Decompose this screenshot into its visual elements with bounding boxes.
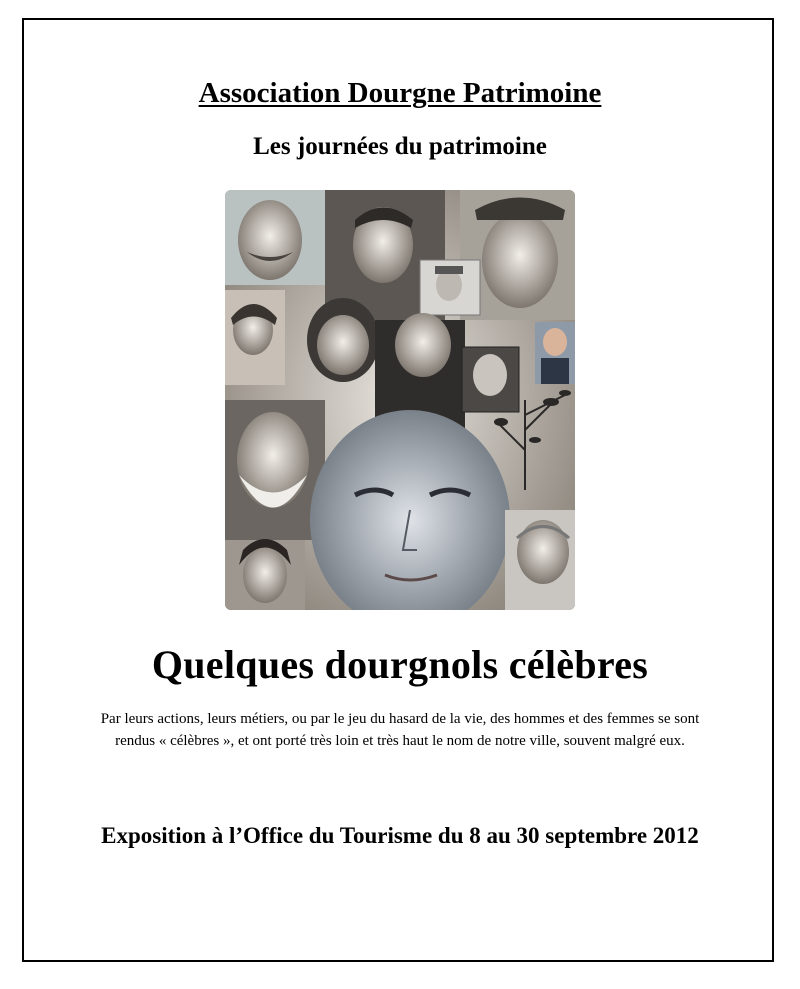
exhibition-title: Quelques dourgnols célèbres	[151, 642, 649, 687]
exhibition-dates: Exposition à l’Office du Tourisme du 8 au 30 septembre 2012	[101, 823, 699, 848]
event-subtitle: Les journées du patrimoine	[253, 133, 547, 160]
organization-name: Association Dourgne Patrimoine	[198, 77, 602, 109]
organization-heading	[0, 77, 800, 110]
portrait-collage-icon	[225, 190, 575, 610]
portrait-collage	[225, 190, 575, 610]
description-paragraph: Par leurs actions, leurs métiers, ou par le jeu du hasard de la vie, des hommes et des femmes se sont rendus « célèbres », et ont porté très loin et très haut le nom de notre ville, souvent malgré eux.	[100, 711, 700, 749]
